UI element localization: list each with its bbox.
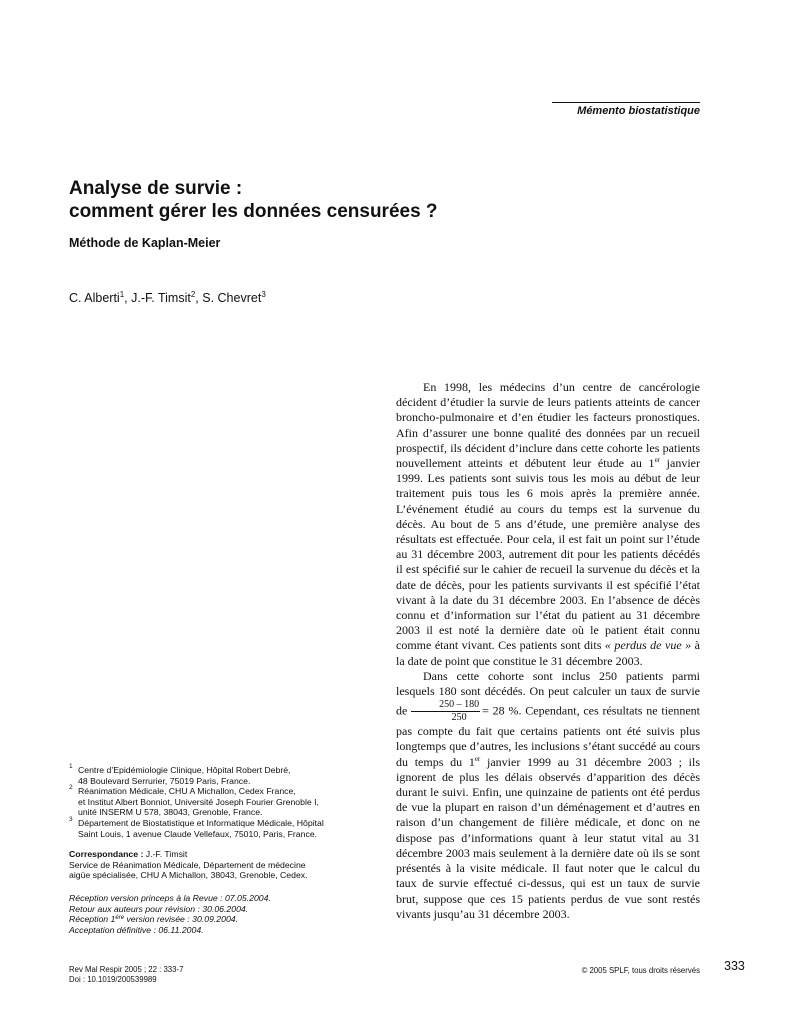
affiliations bbox=[69, 765, 369, 839]
rubric-rule bbox=[552, 102, 700, 103]
author-affiliation-mark: 3 bbox=[261, 290, 266, 299]
title-line-2: comment gérer les données censurées ? bbox=[69, 201, 438, 222]
author-name: C. Alberti bbox=[69, 291, 120, 305]
body-text bbox=[396, 380, 700, 922]
affiliation-number: 2 bbox=[69, 784, 73, 792]
author-list bbox=[69, 290, 266, 305]
fraction-numerator: 250 – 180 bbox=[411, 699, 480, 712]
journal-citation bbox=[69, 965, 183, 985]
correspondence-label: Correspondance : bbox=[69, 849, 144, 859]
author-separator: , bbox=[124, 291, 132, 305]
affiliation-item: 1 Centre d’Epidémiologie Clinique, Hôpital Robert Debré, 48 Boulevard Serrurier, 75019 Paris, France. bbox=[69, 763, 291, 786]
journal-reference: Rev Mal Respir 2005 ; 22 : 333-7 bbox=[69, 965, 184, 974]
emphasis-perdus-de-vue: « perdus de vue » bbox=[604, 638, 692, 653]
affiliation-number: 3 bbox=[69, 815, 73, 823]
author-affiliation-mark: 2 bbox=[190, 290, 196, 299]
body-paragraph: Dans cette cohorte sont inclus 250 patients parmi lesquels 180 sont décédés. On peut calculer un taux de survie de $\frac{250 - 180}{250}$ = 28 %. Cependant, ces résultats ne tiennent pas compte du fait que certains patients ont été suivis plus longtemps que d’autres, les inclusions s’étant succédé au cours du temps du 1er janvier 1999 au 31 décembre 2003 ; ils ignorent de plus les délais observés d’apparition des décès durant le suivi. Enfin, une quinzaine de patients ont été perdus de vue la plupart en raison d’un déménagement et d’autres en raison d’un changement de filière médicale, et donc on ne dispose pas d’informations quant à leur statut vital au 31 décembre 2003 mais seulement à la dernière date où ils se sont présentés à la visite médicale. Il faut noter que le calcul du taux de survie effectué ci-dessus, qui est un taux de survie brut, suppose que ces 15 patients perdus de vue sont restés vivants jusqu’au 31 décembre 2003. bbox=[396, 668, 701, 921]
section-rubric: Mémento biostatistique bbox=[577, 105, 700, 117]
affiliation-item: 3 Département de Biostatistique et Informatique Médicale, Hôpital Saint Louis, 1 avenue Claude Vellefaux, 75010, Paris, France. bbox=[69, 815, 324, 839]
affiliation-item: 2 Réanimation Médicale, CHU A Michallon, Cedex France, et Institut Albert Bonniot, Université Joseph Fourier Grenoble I, unité INSERM U 578, 38043, Grenoble, France. bbox=[69, 784, 319, 818]
article-title bbox=[69, 177, 629, 223]
correspondence-name: J.-F. Timsit bbox=[143, 849, 188, 859]
correspondence: Correspondance : J.-F. Timsit Service de Réanimation Médicale, Département de médecine aigüe spécialisée, CHU A Michallon, 38043, Grenoble, Cedex. bbox=[69, 849, 308, 881]
page-number: 333 bbox=[724, 959, 745, 973]
author-name: J.-F. Timsit bbox=[131, 291, 191, 305]
fraction-denominator: 250 bbox=[451, 712, 467, 724]
author-separator: , bbox=[195, 291, 203, 305]
title-line-1: Analyse de survie : bbox=[69, 178, 243, 199]
author-name: S. Chevret bbox=[202, 291, 262, 305]
author-affiliation-mark: 1 bbox=[119, 290, 125, 299]
body-paragraph: En 1998, les médecins d’un centre de cancérologie décident d’étudier la survie de leurs patients atteints de cancer broncho-pulmonaire et d’en étudier les facteurs pronostiques. Afin d’assurer une bonne qualité des données par un recueil prospectif, ils décident d’inclure dans cette cohorte les patients nouvellement atteints et débutent leur étude au 1er janvier 1999. Les patients sont suivis tous les mois au début de leur traitement puis tous les 6 mois après la première année. L’événement étudié au cours du temps est la survenue du décès. Au bout de 5 ans d’étude, une première analyse des résultats est effectuée. Pour cela, il est fait un point sur l’étude au 31 décembre 2003, autrement dit pour les patients décédés il est spécifié sur le cahier de recueil la survenue du décès et la date de décès, pour les patients survivants il est spécifié l’état vivant à la date du 31 décembre 2003. En l’absence de décès connu et d’information sur l’état du patient au 31 décembre 2003 il est noté la dernière date où le patient était connu comme étant vivant. Ces patients sont dits « perdus de vue » à la date de point que constitue le 31 décembre 2003. bbox=[396, 380, 701, 668]
survival-rate-fraction bbox=[411, 699, 480, 724]
copyright-notice: © 2005 SPLF, tous droits réservés bbox=[581, 966, 700, 975]
reception-dates: Réception version princeps à la Revue : 07.05.2004. Retour aux auteurs pour révision : 30.06.2004. Réception 1ère version revisée : 30.09.2004. Acceptation définitive : 06.11.2004. bbox=[69, 893, 271, 935]
article-subtitle: Méthode de Kaplan-Meier bbox=[69, 236, 221, 250]
affiliation-number: 1 bbox=[69, 763, 73, 770]
doi-link[interactable]: Doi : 10.1019/200539989 bbox=[69, 975, 157, 984]
